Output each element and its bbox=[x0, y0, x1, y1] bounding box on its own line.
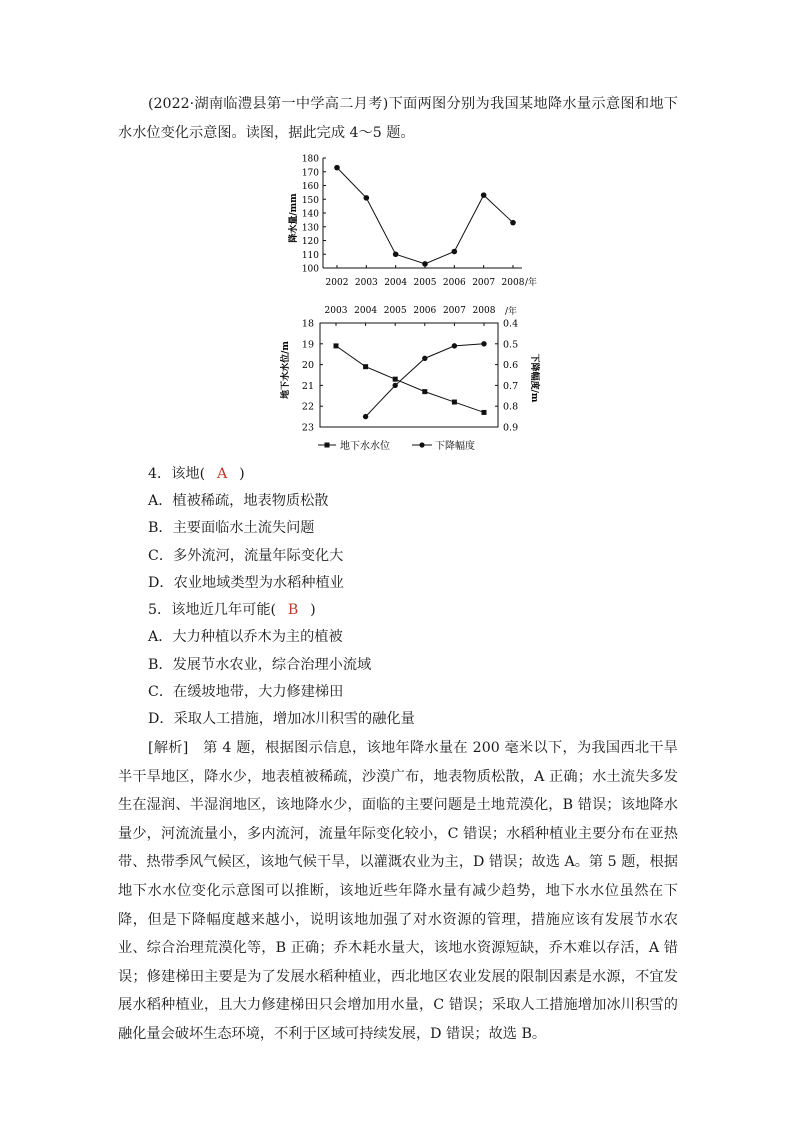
q5-option-d: D．采取人工措施，增加冰川积雪的融化量 bbox=[148, 711, 415, 727]
c2-series-a-point bbox=[363, 364, 368, 369]
q4-stem bbox=[148, 464, 245, 484]
c1-ytick-label: 130 bbox=[301, 223, 319, 234]
c2-xtick-label: 2007 bbox=[442, 306, 466, 316]
c1-ytick-label: 110 bbox=[301, 250, 319, 261]
q5-stem-pre: 5．该地近几年可能( bbox=[148, 602, 277, 618]
q5-option-a: A．大力种植以乔木为主的植被 bbox=[148, 629, 343, 645]
c1-ytick-label: 160 bbox=[301, 182, 319, 192]
c2-series-a-line bbox=[336, 346, 484, 413]
c2-left-tick-label: 22 bbox=[301, 401, 314, 413]
c2-right-tick-label: 0.7 bbox=[503, 380, 519, 392]
c2-series-a-point bbox=[334, 343, 339, 348]
c2-series-b-point bbox=[393, 383, 398, 388]
c1-y-label: 降水量/mm bbox=[289, 193, 299, 243]
c1-xtick-label: 2006 bbox=[442, 278, 466, 288]
c1-point bbox=[452, 249, 458, 255]
c1-ytick-label: 170 bbox=[301, 168, 319, 179]
q4-stem-pre: 4．该地( bbox=[148, 466, 206, 482]
c2-xtick-label: 2006 bbox=[413, 306, 437, 316]
legend-b-label: 下降幅度 bbox=[435, 441, 475, 452]
q5-option-b: B．发展节水农业，综合治理小流域 bbox=[148, 657, 372, 673]
c1-point bbox=[510, 220, 516, 226]
c2-series-a-point bbox=[393, 377, 398, 382]
c1-x-unit: /年 bbox=[525, 278, 538, 288]
c2-left-tick-label: 18 bbox=[301, 318, 314, 330]
q4-option-d: D．农业地域类型为水稻种植业 bbox=[148, 575, 344, 591]
intro-paragraph: (2022·湖南临澧县第一中学高二月考)下面两图分别为我国某地降水量示意图和地下水水位变化示意图。读图，据此完成 4～5 题。 bbox=[118, 96, 678, 141]
c2-left-tick-label: 20 bbox=[301, 360, 314, 372]
c1-xtick-label: 2005 bbox=[413, 278, 437, 288]
legend-b-marker bbox=[419, 442, 424, 447]
c2-series-a-point bbox=[422, 389, 427, 394]
c2-right-label: 下降幅度/m bbox=[529, 353, 539, 403]
c1-series-line bbox=[337, 168, 513, 264]
q4-option-a: A．植被稀疏，地表物质松散 bbox=[148, 493, 329, 509]
legend-a-label: 地下水水位 bbox=[340, 441, 390, 452]
c2-right-tick-label: 0.8 bbox=[503, 401, 519, 413]
c2-xtick-label: 2004 bbox=[354, 306, 378, 316]
c2-right-tick-label: 0.9 bbox=[503, 422, 519, 434]
c2-left-tick-label: 23 bbox=[301, 422, 314, 434]
c2-xtick-label: 2003 bbox=[324, 306, 348, 316]
c1-xtick-label: 2003 bbox=[354, 278, 378, 288]
c1-ytick-label: 100 bbox=[301, 264, 319, 275]
c2-series-a-point bbox=[452, 400, 457, 405]
c2-right-tick-label: 0.6 bbox=[503, 360, 519, 372]
c1-point bbox=[364, 195, 370, 201]
c2-series-b-point bbox=[363, 414, 368, 419]
q5-answer: B bbox=[287, 602, 299, 618]
analysis-paragraph: [解析] 第 4 题，根据图示信息，该地年降水量在 200 毫米以下，为我国西北干旱半干旱地区，降水少，地表植被稀疏，沙漠广布，地表物质松散，A 正确；水土流失多发生在湿润、半湿润地区，该地降水少，面临的主要问题是土地荒漠化，B 错误；该地降水量少，河流流量小，多内流河，流量年际变化较小，C 错误；水稻种植业主要分布在亚热带、热带季风气候区，该地气候干旱，以灌溉农业为主，D 错误；故选 A。第 5 题，根据地下水水位变化示意图可以推断，该地近些年降水量有减少趋势，地下水水位虽然在下降，但是下降幅度越来越小，说明该地加强了对水资源的管理，措施应该有发展节水农业、综合治理荒漠化等，B 正确；乔木耗水量大，该地水资源短缺，乔木难以存活，A 错误；修建梯田主要是为了发展水稻种植业，西北地区农业发展的限制因素是水源，不宜发展水稻种植业，且大力修建梯田只会增加用水量，C 错误；采取人工措施增加冰川积雪的融化量会破坏生态环境，不利于区域可持续发展，D 错误；故选 B。 bbox=[118, 740, 678, 1042]
c1-ytick-label: 150 bbox=[301, 195, 319, 206]
q5-stem-post: ) bbox=[310, 602, 316, 618]
c1-xtick-label: 2002 bbox=[325, 278, 349, 288]
c2-left-label: 地下水水位/m bbox=[281, 341, 291, 399]
c2-series-b-line bbox=[366, 344, 484, 417]
c2-right-tick-label: 0.4 bbox=[503, 318, 519, 330]
q5-stem bbox=[148, 600, 316, 620]
q5-option-c: C．在缓坡地带，大力修建梯田 bbox=[148, 684, 344, 700]
c2-xtick-label: 2008 bbox=[472, 306, 496, 316]
c1-xtick-label: 2007 bbox=[472, 278, 496, 288]
c1-xtick-label: 2008 bbox=[501, 278, 525, 288]
c1-point bbox=[334, 165, 340, 171]
c2-x-unit: /年 bbox=[505, 307, 518, 317]
c2-series-a-point bbox=[482, 410, 487, 415]
c2-xtick-label: 2005 bbox=[383, 306, 407, 316]
legend-a-marker bbox=[325, 443, 330, 448]
q4-option-b: B．主要面临水土流失问题 bbox=[148, 520, 315, 536]
q4-answer: A bbox=[217, 466, 228, 482]
c1-point bbox=[422, 261, 428, 267]
c1-xtick-label: 2004 bbox=[384, 278, 408, 288]
c2-right-tick-label: 0.5 bbox=[503, 339, 519, 351]
c2-left-tick-label: 19 bbox=[301, 339, 314, 351]
c1-ytick-label: 180 bbox=[301, 154, 319, 165]
c2-series-b-point bbox=[422, 356, 427, 361]
q4-stem-post: ) bbox=[239, 466, 245, 482]
c2-left-tick-label: 21 bbox=[301, 380, 314, 392]
c1-ytick-label: 120 bbox=[301, 237, 319, 247]
c1-point bbox=[393, 251, 399, 257]
c1-point bbox=[481, 192, 487, 198]
q4-option-c: C．多外流河，流量年际变化大 bbox=[148, 548, 344, 564]
c2-series-b-point bbox=[452, 343, 457, 348]
c2-series-b-point bbox=[481, 341, 486, 346]
c1-ytick-label: 140 bbox=[301, 209, 319, 220]
c2-frame bbox=[320, 323, 498, 427]
